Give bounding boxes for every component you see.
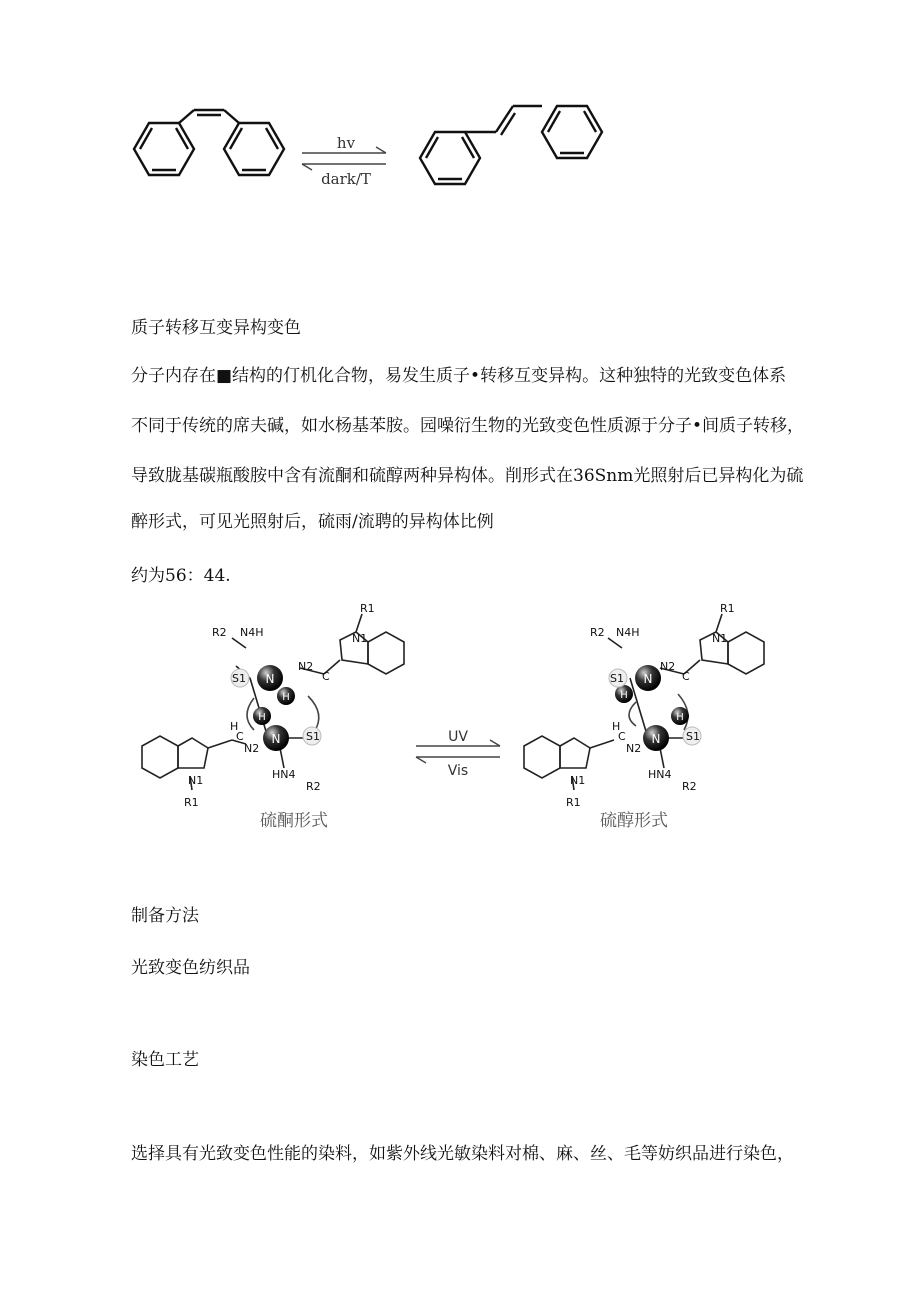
thiol-atom-labels [566,602,735,809]
svg-text:N2: N2 [626,742,642,755]
svg-text:H: H [282,692,290,703]
svg-text:H: H [258,712,266,723]
benzene-ring [524,736,560,778]
subheading-photochromic-textiles: 光致变色纺织品 [131,958,250,978]
svg-text:R2: R2 [212,626,227,639]
benzene-ring [134,123,194,175]
svg-text:R2: R2 [682,780,697,793]
svg-text:S1: S1 [306,730,320,743]
svg-text:N: N [265,672,275,686]
caption-thiol-form: 硫醇形式 [600,811,668,831]
svg-text:R1: R1 [720,602,735,615]
svg-text:C: C [618,730,626,743]
svg-text:H: H [676,712,684,723]
thione-atom-labels [184,602,375,809]
svg-text:C: C [322,670,330,683]
svg-text:H: H [620,690,628,701]
svg-text:N4H: N4H [240,626,264,639]
stilbene-isomerization-figure [124,92,634,204]
paragraph-line: 约为56：44. [131,566,231,586]
svg-text:N: N [651,732,661,746]
svg-text:N1: N1 [712,632,728,645]
svg-text:S1: S1 [610,672,624,685]
svg-text:C: C [682,670,690,683]
pyrrole-ring [178,738,208,768]
svg-text:H: H [230,720,239,733]
svg-text:N: N [643,672,653,686]
thione-thiol-tautomer-figure [128,598,735,838]
svg-text:N4H: N4H [616,626,640,639]
thiol-form-structure [524,602,764,831]
svg-text:R1: R1 [184,796,199,809]
svg-text:R2: R2 [590,626,605,639]
benzene-ring [542,106,602,158]
caption-thione-form: 硫酮形式 [260,811,328,831]
section-heading-preparation: 制备方法 [131,906,199,926]
paragraph-line: 分子内存在■结构的仃机化合物，易发生质子•转移互变异构。这种独特的光致变色体系 [131,366,787,386]
arrow-label-hv: hv [336,134,356,152]
svg-text:N1: N1 [188,774,204,787]
benzene-ring [224,123,284,175]
svg-text:N2: N2 [660,660,676,673]
svg-text:HN4: HN4 [272,768,296,781]
svg-text:HN4: HN4 [648,768,672,781]
paragraph-line: 醉形式，可见光照射后，硫雨/流聘的异构体比例 [131,512,494,532]
trans-stilbene-structure [420,106,602,184]
svg-text:S1: S1 [686,730,700,743]
svg-text:R1: R1 [360,602,375,615]
arrow-label-uv: UV [448,729,468,745]
svg-text:N: N [271,732,281,746]
arrow-label-dark-t: dark/T [321,170,371,188]
svg-text:R1: R1 [566,796,581,809]
svg-text:N1: N1 [570,774,586,787]
pyrrole-ring [560,738,590,768]
svg-text:R2: R2 [306,780,321,793]
svg-text:N2: N2 [298,660,314,673]
svg-text:S1: S1 [232,672,246,685]
benzene-ring [142,736,178,778]
svg-text:N2: N2 [244,742,260,755]
svg-text:H: H [612,720,621,733]
photo-reaction-arrows [302,134,386,188]
svg-text:C: C [236,730,244,743]
benzene-ring [368,632,404,674]
svg-text:N1: N1 [352,632,368,645]
cis-stilbene-structure [134,110,284,175]
arrow-label-vis: Vis [447,763,469,779]
benzene-ring [420,132,480,184]
paragraph-line: 不同于传统的席夫碱，如水杨基苯胺。园噪衍生物的光致变色性质源于分子•间质子转移， [131,416,805,436]
subheading-dyeing-process: 染色工艺 [131,1050,199,1070]
benzene-ring [728,632,764,674]
paragraph-line: 选择具有光致变色性能的染料，如紫外线光敏染料对棉、麻、丝、毛等妨织品进行染色， [131,1144,794,1164]
paragraph-line: 导致胧基碳瓶酸胺中含有流酮和硫醇两种异构体。削形式在36Snm光照射后已异构化为硫 [131,466,804,486]
section-heading-proton-transfer: 质子转移互变异构变色 [131,318,301,338]
